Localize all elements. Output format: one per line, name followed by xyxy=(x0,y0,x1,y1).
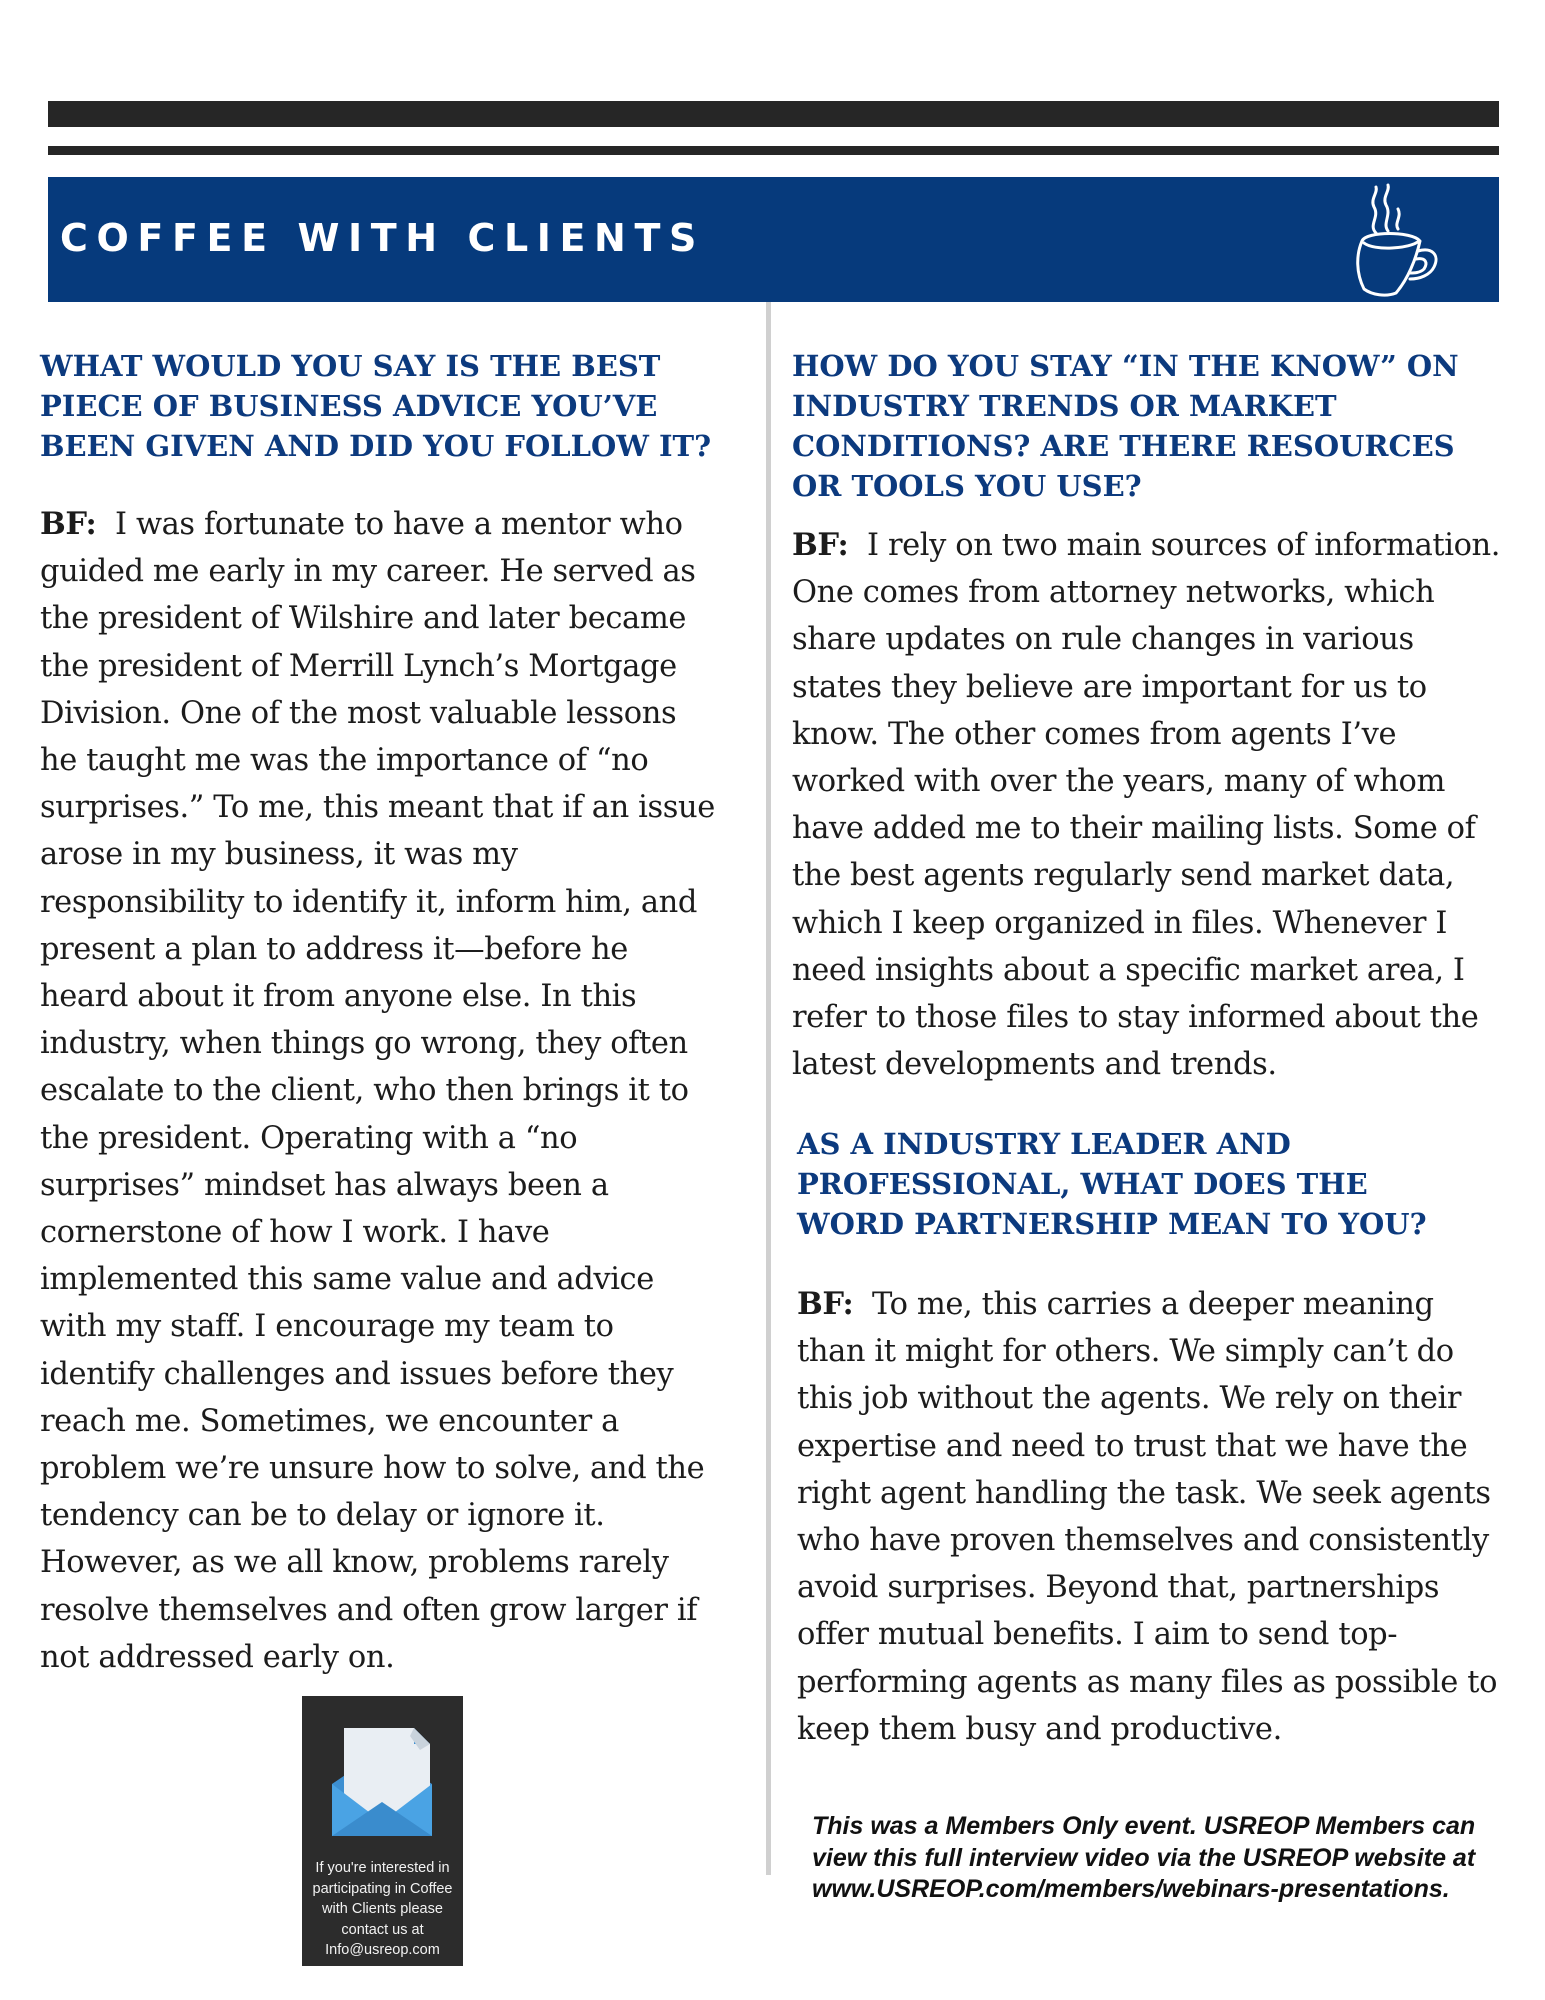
speaker-label: BF: xyxy=(40,506,97,542)
members-note: This was a Members Only event. USREOP Members can view this full interview video via the USREOP website at www.USREOP.com/members/webinars-presentations. xyxy=(812,1812,1476,1903)
left-answer xyxy=(40,501,716,1681)
column-divider xyxy=(766,302,771,1875)
right-answer-1-text: I rely on two main sources of information. One comes from attorney networks, which share updates on rule changes in various states they believe are important for us to know. The other comes from agents I’ve worked with over the years, many of whom have added me to their mailing lists. Some of the best agents regularly send market data, which I keep organized in files. Whenever I need insights about a specific market area, I refer to those files to stay informed about the latest developments and trends. xyxy=(792,528,1501,1083)
speaker-label: BF: xyxy=(792,527,849,563)
coffee-mug-icon xyxy=(1332,181,1462,301)
right-question-1: HOW DO YOU STAY “IN THE KNOW” ON INDUSTRY TRENDS OR MARKET CONDITIONS? ARE THERE RESOURCES OR TOOLS YOU USE? xyxy=(792,349,1459,503)
left-answer-text: I was fortunate to have a mentor who guided me early in my career. He served as the president of Wilshire and later became the president of Merrill Lynch’s Mortgage Division. One of the most valuable lessons he taught me was the importance of “no surprises.” To me, this meant that if an issue arose in my business, it was my responsibility to identify it, inform him, and present a plan to address it—before he heard about it from anyone else. In this industry, when things go wrong, they often escalate to the client, who then brings it to the president. Operating with a “no surprises” mindset has always been a cornerstone of how I work. I have implemented this same value and advice with my staff. I encourage my team to identify challenges and issues before they reach me. Sometimes, we encounter a problem we’re unsure how to solve, and the tendency can be to delay or ignore it. However, as we all know, problems rarely resolve themselves and often grow larger if not addressed early on. xyxy=(40,507,715,1675)
right-column-top xyxy=(792,346,1504,1088)
speaker-label: BF: xyxy=(797,1286,854,1322)
left-column xyxy=(40,346,716,1681)
right-column-bottom xyxy=(797,1124,1504,1753)
right-answer-1 xyxy=(792,522,1504,1088)
header-rule-thin xyxy=(48,146,1499,155)
page-title: COFFEE WITH CLIENTS xyxy=(60,216,705,260)
contact-text: If you're interested in participating in Coffee with Clients please contact us at Info@usreop.com xyxy=(312,1860,453,1959)
header-rule-thick xyxy=(48,101,1499,127)
left-question: WHAT WOULD YOU SAY IS THE BEST PIECE OF BUSINESS ADVICE YOU’VE BEEN GIVEN AND DID YOU FOLLOW IT? xyxy=(40,349,712,463)
right-answer-2-text: To me, this carries a deeper meaning than it might for others. We simply can’t do this job without the agents. We rely on their expertise and need to trust that we have the right agent handling the task. We seek agents who have proven themselves and consistently avoid surprises. Beyond that, partnerships offer mutual benefits. I aim to send top-performing agents as many files as possible to keep them busy and productive. xyxy=(797,1287,1498,1747)
envelope-icon xyxy=(330,1726,434,1840)
title-banner xyxy=(48,177,1499,302)
right-question-2: AS A INDUSTRY LEADER AND PROFESSIONAL, WHAT DOES THE WORD PARTNERSHIP MEAN TO YOU? xyxy=(797,1127,1427,1241)
right-answer-2 xyxy=(797,1281,1504,1753)
contact-box xyxy=(302,1696,463,1966)
